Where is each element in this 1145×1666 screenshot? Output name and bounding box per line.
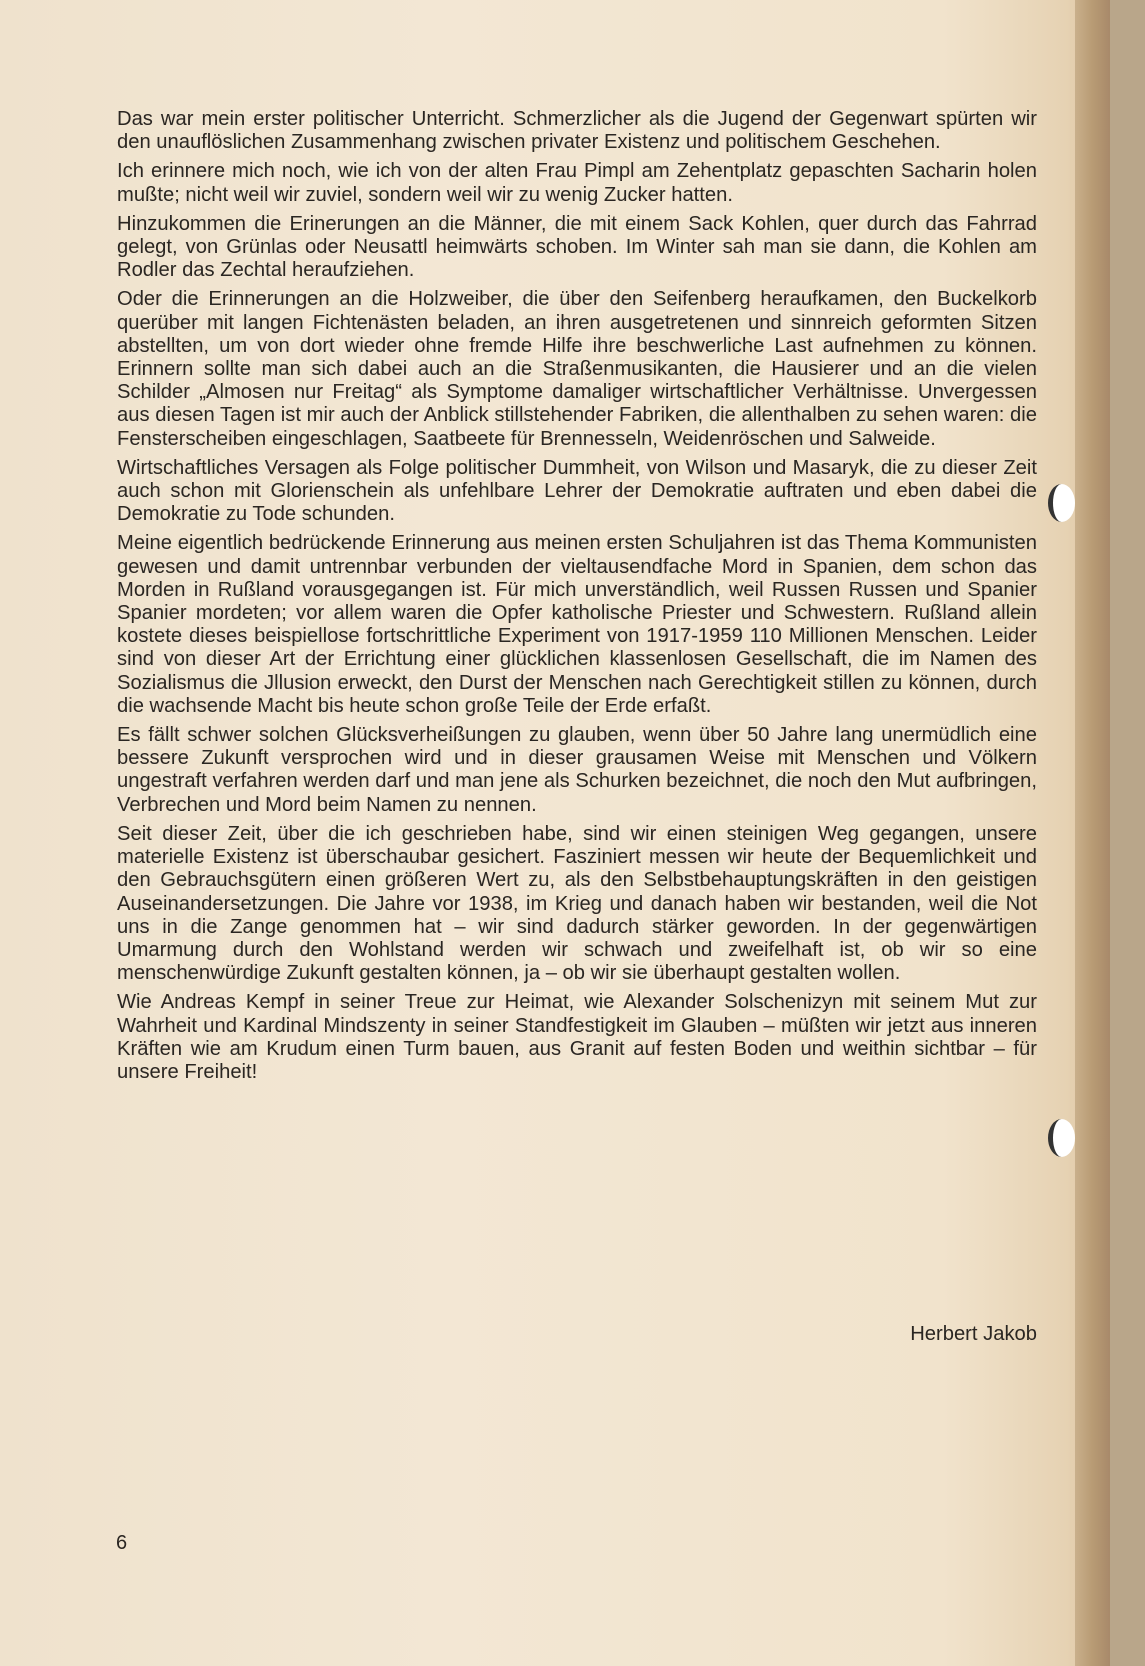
paragraph: Wirtschaftliches Versagen als Folge politischer Dummheit, von Wilson und Masaryk, die zu dieser Zeit auch schon mit Glorienschein als unfehlbare Lehrer der Demokratie auftraten und eben dabei die Demokratie zu Tode schunden.: [117, 456, 1037, 526]
paragraph: Es fällt schwer solchen Glücksverheißungen zu glauben, wenn über 50 Jahre lang unermüdlich eine bessere Zukunft versprochen wird und in dieser grausamen Weise mit Menschen und Völkern ungestraft verfahren werden darf und man jene als Schurken bezeichnet, die noch den Mut aufbringen, Verbrechen und Mord beim Namen zu nennen.: [117, 724, 1037, 816]
punch-hole: [1048, 484, 1075, 522]
page-edge: [1075, 0, 1110, 1666]
paragraph: Das war mein erster politischer Unterricht. Schmerzlicher als die Jugend der Gegenwart spürten wir den unauflöslichen Zusammenhang zwischen privater Existenz und politischem Geschehen.: [117, 108, 1037, 154]
author-signature: Herbert Jakob: [910, 1323, 1037, 1345]
paragraph: Oder die Erinnerungen an die Holzweiber, die über den Seifenberg heraufkamen, den Buckelkorb querüber mit langen Fichtenästen beladen, an ihren ausgetretenen und sinnreich geformten Sitzen abstellten, um von dort wieder ohne fremde Hilfe ihre beschwerliche Last aufnehmen zu können. Erinnern sollte man sich dabei auch an die Straßenmusikanten, die Hausierer und an die vielen Schilder „Almosen nur Freitag“ als Symptome damaliger wirtschaftlicher Verhältnisse. Unvergessen aus diesen Tagen ist mir auch der Anblick stillstehender Fabriken, die allenthalben zu sehen waren: die Fensterscheiben eingeschlagen, Saatbeete für Brennesseln, Weidenröschen und Salweide.: [117, 288, 1037, 450]
punch-hole: [1048, 1119, 1075, 1157]
paragraph: Seit dieser Zeit, über die ich geschrieben habe, sind wir einen steinigen Weg gegangen, unsere materielle Existenz ist überschaubar gesichert. Fasziniert messen wir heute der Bequemlichkeit und den Gebrauchsgütern einen größeren Wert zu, als den Selbstbehauptungskräften in den geistigen Auseinandersetzungen. Die Jahre vor 1938, im Krieg und danach haben wir bestanden, weil die Not uns in die Zange genommen hat – wir sind dadurch stärker geworden. In der gegenwärtigen Umarmung durch den Wohlstand werden wir schwach und zweifelhaft ist, ob wir so eine menschenwürdige Zukunft gestalten können, ja – ob wir sie überhaupt gestalten wollen.: [117, 822, 1037, 985]
paragraph: Wie Andreas Kempf in seiner Treue zur Heimat, wie Alexander Solschenizyn mit seinem Mut zur Wahrheit und Kardinal Mindszenty in seiner Standfestigkeit im Glauben – müßten wir jetzt aus inneren Kräften wie am Krudum einen Turm bauen, aus Granit auf festen Boden und weithin sichtbar – für unsere Freiheit!: [117, 991, 1037, 1083]
paragraph: Hinzukommen die Erinerungen an die Männer, die mit einem Sack Kohlen, quer durch das Fahrrad gelegt, von Grünlas oder Neusattl heimwärts schoben. Im Winter sah man sie dann, die Kohlen am Rodler das Zechtal heraufziehen.: [117, 212, 1037, 282]
article-body: [117, 108, 1037, 1090]
paragraph: Meine eigentlich bedrückende Erinnerung aus meinen ersten Schuljahren ist das Thema Kommunisten gewesen und damit untrennbar verbunden der vieltausendfache Mord in Spanien, dem schon das Morden in Rußland vorausgegangen ist. Für mich unverständlich, weil Russen Russen und Spanier Spanier mordeten; vor allem waren die Opfer katholische Priester und Schwestern. Rußland allein kostete dieses beispiellose fortschrittliche Experiment von 1917-1959 110 Millionen Menschen. Leider sind von dieser Art der Errichtung einer glücklichen klassenlosen Gesellschaft, die im Namen des Sozialismus die Jllusion erweckt, den Durst der Menschen nach Gerechtigkeit stillen zu können, durch die wachsende Macht bis heute schon große Teile der Erde erfaßt.: [117, 532, 1037, 717]
page-number: 6: [116, 1532, 128, 1554]
paragraph: Ich erinnere mich noch, wie ich von der alten Frau Pimpl am Zehentplatz gepaschten Sacharin holen mußte; nicht weil wir zuviel, sondern weil wir zu wenig Zucker hatten.: [117, 160, 1037, 206]
